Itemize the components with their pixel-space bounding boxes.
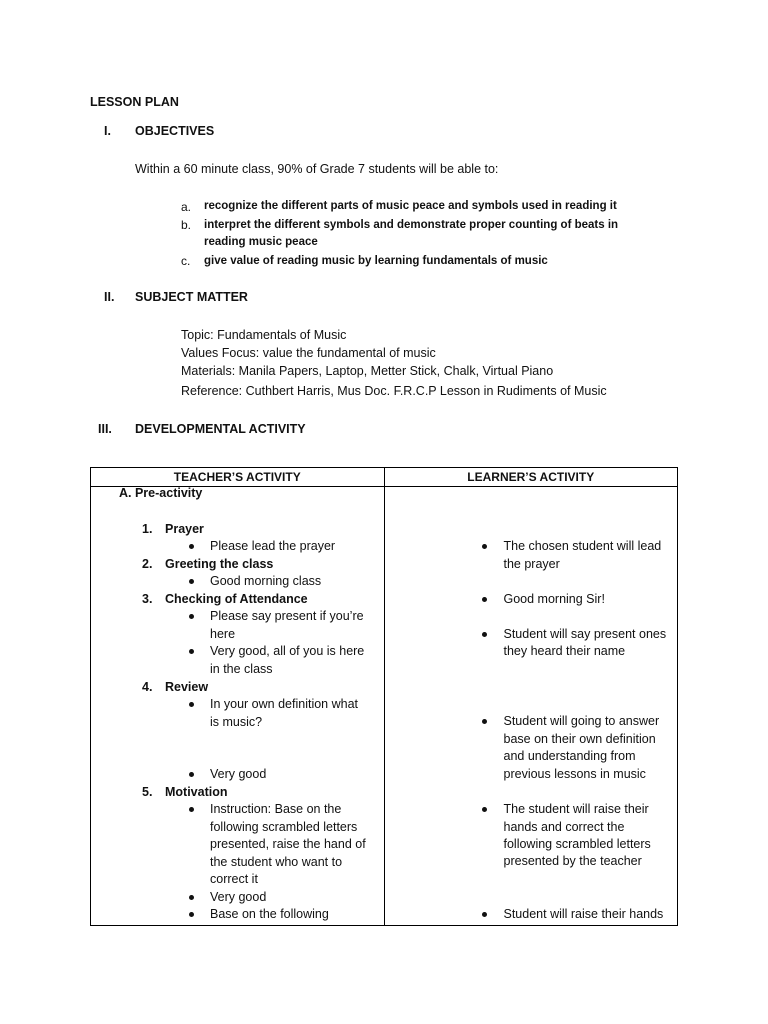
pre-activity-heading: A. Pre-activity xyxy=(119,486,203,500)
step-title-prayer: Prayer xyxy=(165,522,204,536)
step-number-4: 4. xyxy=(142,680,153,694)
teacher-bullet-text: Base on the following xyxy=(210,907,329,921)
teacher-bullet-text: Very good, all of you is here xyxy=(210,644,365,658)
objective-c-text: give value of reading music by learning fundamentals of music xyxy=(204,255,548,267)
objective-b-text-line1: interpret the different symbols and demonstrate proper counting of beats in xyxy=(204,219,619,231)
learner-response-prayer: The chosen student will lead xyxy=(503,539,662,553)
learner-activity-cell xyxy=(384,487,678,926)
section-numeral-developmental-activity: III. xyxy=(98,422,112,436)
teacher-bullet-text: Very good xyxy=(210,767,267,781)
section-numeral-subject-matter: II. xyxy=(104,290,115,304)
bullet-icon xyxy=(482,719,487,724)
document-title: LESSON PLAN xyxy=(90,95,179,109)
bullet-icon xyxy=(189,649,194,654)
objectives-intro: Within a 60 minute class, 90% of Grade 7 students will be able to: xyxy=(135,162,499,176)
objective-label-b: b. xyxy=(181,218,192,232)
teacher-bullet-text-cont: correct it xyxy=(210,872,258,886)
objective-b-text-line2: reading music peace xyxy=(204,236,318,248)
learner-response-motivation-cont: presented by the teacher xyxy=(503,854,642,868)
bullet-icon xyxy=(189,702,194,707)
teacher-bullet-text-cont: presented, raise the hand of xyxy=(210,837,366,851)
objective-a-text: recognize the different parts of music peace and symbols used in reading it xyxy=(204,200,617,212)
bullet-icon xyxy=(482,544,487,549)
step-number-3: 3. xyxy=(142,592,153,606)
learner-response-raise-hands: Student will raise their hands xyxy=(503,907,664,921)
teacher-bullet-text-cont: in the class xyxy=(210,662,273,676)
bullet-icon xyxy=(189,772,194,777)
teacher-bullet-text: Very good xyxy=(210,890,267,904)
step-title-motivation: Motivation xyxy=(165,785,228,799)
bullet-icon xyxy=(482,597,487,602)
teacher-activity-header: TEACHER’S ACTIVITY xyxy=(91,468,385,487)
learner-response-prayer-cont: the prayer xyxy=(503,557,560,571)
teacher-bullet-text: Instruction: Base on the xyxy=(210,802,342,816)
bullet-icon xyxy=(482,807,487,812)
section-numeral-objectives: I. xyxy=(104,124,111,138)
learner-activity-header: LEARNER’S ACTIVITY xyxy=(384,468,678,487)
learner-response-review-cont: base on their own definition xyxy=(503,732,656,746)
bullet-icon xyxy=(482,912,487,917)
teacher-bullet-text-cont: is music? xyxy=(210,715,263,729)
learner-response-review-cont: previous lessons in music xyxy=(503,767,646,781)
learner-response-motivation: The student will raise their xyxy=(503,802,649,816)
activity-table xyxy=(90,467,678,926)
section-heading-objectives: OBJECTIVES xyxy=(135,124,215,138)
learner-response-greeting: Good morning Sir! xyxy=(503,592,605,606)
objective-label-a: a. xyxy=(181,200,192,214)
section-heading-subject-matter: SUBJECT MATTER xyxy=(135,290,248,304)
teacher-bullet-text: Please say present if you’re xyxy=(210,609,364,623)
teacher-bullet-text-cont: the student who want to xyxy=(210,855,343,869)
step-title-review: Review xyxy=(165,680,209,694)
subject-reference: Reference: Cuthbert Harris, Mus Doc. F.R.C.P Lesson in Rudiments of Music xyxy=(181,384,607,398)
teacher-bullet-text: Please lead the prayer xyxy=(210,539,336,553)
step-number-5: 5. xyxy=(142,785,153,799)
bullet-icon xyxy=(482,632,487,637)
subject-topic: Topic: Fundamentals of Music xyxy=(181,328,347,342)
bullet-icon xyxy=(189,912,194,917)
learner-response-review-cont: and understanding from xyxy=(503,749,636,763)
objective-label-c: c. xyxy=(181,254,191,268)
bullet-icon xyxy=(189,807,194,812)
learner-response-attendance: Student will say present ones xyxy=(503,627,667,641)
subject-values-focus: Values Focus: value the fundamental of music xyxy=(181,346,436,360)
step-number-2: 2. xyxy=(142,557,153,571)
learner-response-motivation-cont: hands and correct the xyxy=(503,820,625,834)
learner-response-review: Student will going to answer xyxy=(503,714,660,728)
bullet-icon xyxy=(189,544,194,549)
teacher-bullet-text-cont: here xyxy=(210,627,236,641)
teacher-bullet-text-cont: following scrambled letters xyxy=(210,820,358,834)
learner-response-motivation-cont: following scrambled letters xyxy=(503,837,651,851)
subject-materials: Materials: Manila Papers, Laptop, Metter Stick, Chalk, Virtual Piano xyxy=(181,364,554,378)
step-number-1: 1. xyxy=(142,522,153,536)
teacher-activity-cell xyxy=(91,487,385,926)
teacher-bullet-text: Good morning class xyxy=(210,574,322,588)
bullet-icon xyxy=(189,579,194,584)
bullet-icon xyxy=(189,614,194,619)
bullet-icon xyxy=(189,895,194,900)
learner-response-attendance-cont: they heard their name xyxy=(503,644,626,658)
teacher-bullet-text: In your own definition what xyxy=(210,697,359,711)
step-title-greeting: Greeting the class xyxy=(165,557,274,571)
section-heading-developmental-activity: DEVELOPMENTAL ACTIVITY xyxy=(135,422,306,436)
step-title-attendance: Checking of Attendance xyxy=(165,592,308,606)
